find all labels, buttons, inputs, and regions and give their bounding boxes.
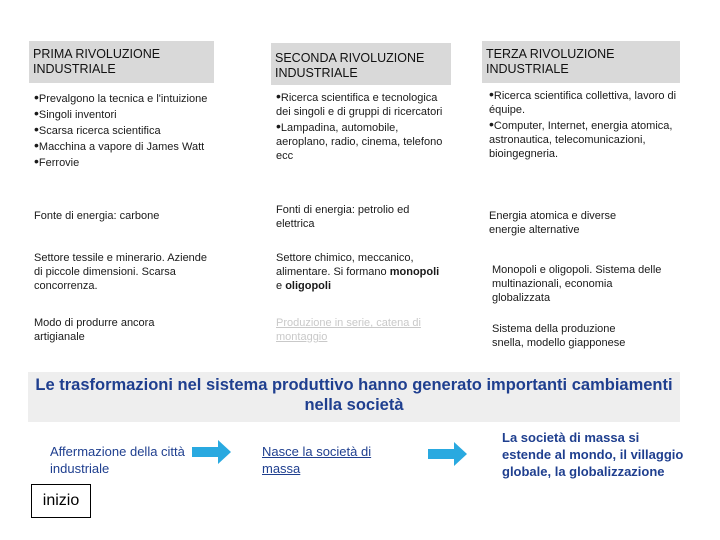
first-production: Modo di produrre ancora artigianale	[34, 317, 155, 343]
second-sector-intro: Settore chimico, meccanico, alimentare. Si formano	[276, 252, 414, 278]
second-sector-monopoli: monopoli	[389, 266, 440, 278]
list-item: • Ferrovie	[34, 154, 212, 170]
third-features-list	[489, 87, 681, 161]
second-sector-and: e	[276, 280, 283, 292]
third-production: Sistema della produzione snella, modello giapponese	[492, 323, 626, 349]
flow-step-city: Affermazione della città industriale	[50, 444, 185, 476]
list-item: • Computer, Internet, energia atomica, astronautica, telecomunicazioni, bioingegneria.	[489, 117, 681, 161]
arrow-right-icon	[192, 439, 232, 465]
second-energy: Fonti di energia: petrolio ed elettrica	[276, 204, 410, 230]
header-third-revolution: TERZA RIVOLUZIONE INDUSTRIALE	[482, 41, 680, 83]
list-item: • Scarsa ricerca scientifica	[34, 122, 212, 138]
first-features-list	[34, 90, 212, 170]
flow-step-mass-society[interactable]: Nasce la società di massa	[262, 444, 372, 476]
second-sector-oligopoli: oligopoli	[285, 280, 332, 292]
second-production[interactable]: Produzione in serie, catena di montaggio	[276, 317, 421, 343]
second-features-list	[276, 89, 444, 163]
first-energy: Fonte di energia: carbone	[34, 210, 160, 222]
list-item: • Lampadina, automobile, aeroplano, radio, cinema, telefono ecc	[276, 119, 444, 163]
flow-step-globalization: La società di massa si estende al mondo, il villaggio globale, la globalizzazione	[502, 430, 684, 479]
header-first-revolution: PRIMA RIVOLUZIONE INDUSTRIALE	[29, 41, 214, 83]
first-sector: Settore tessile e minerario. Aziende di piccole dimensioni. Scarsa concorrenza.	[34, 252, 208, 292]
inizio-button[interactable]: inizio	[31, 484, 91, 518]
header-second-revolution: SECONDA RIVOLUZIONE INDUSTRIALE	[271, 43, 451, 85]
arrow-right-icon	[428, 441, 468, 467]
banner-title: Le trasformazioni nel sistema produttivo hanno generato importanti cambiamenti nella società	[35, 376, 673, 414]
list-item: • Ricerca scientifica collettiva, lavoro di équipe.	[489, 87, 681, 117]
third-energy: Energia atomica e diverse energie alternative	[489, 210, 617, 236]
list-item: • Ricerca scientifica e tecnologica dei singoli e di gruppi di ricercatori	[276, 89, 444, 119]
third-sector: Monopoli e oligopoli. Sistema delle multinazionali, economia globalizzata	[492, 264, 662, 304]
second-sector	[276, 251, 441, 293]
list-item: • Macchina a vapore di James Watt	[34, 138, 212, 154]
list-item: • Singoli inventori	[34, 106, 212, 122]
list-item: • Prevalgono la tecnica e l'intuizione	[34, 90, 212, 106]
